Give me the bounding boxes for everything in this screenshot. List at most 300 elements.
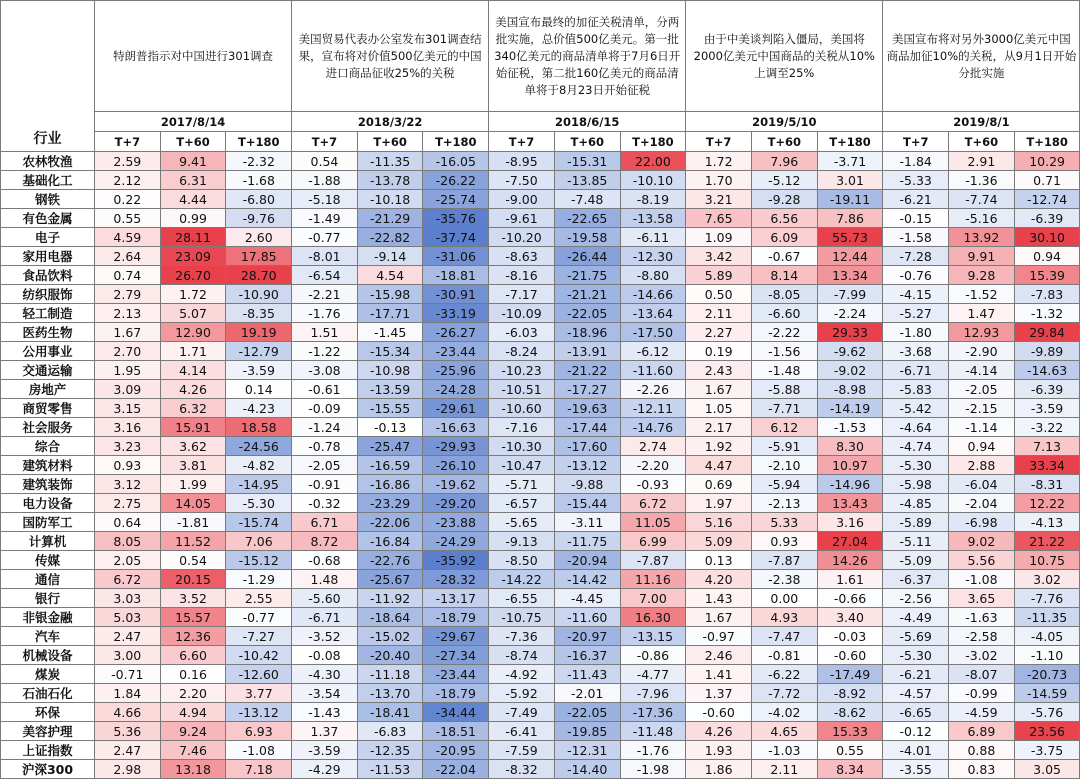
return-cell: -6.21	[883, 190, 949, 209]
return-cell: -29.67	[423, 627, 489, 646]
return-cell: -5.83	[883, 380, 949, 399]
industry-label: 商贸零售	[1, 399, 95, 418]
return-cell: -4.05	[1014, 627, 1080, 646]
return-cell: 9.28	[949, 266, 1015, 285]
return-cell: -0.61	[292, 380, 358, 399]
return-cell: -10.60	[489, 399, 555, 418]
return-cell: -1.68	[226, 171, 292, 190]
return-cell: 9.02	[949, 532, 1015, 551]
return-cell: 0.88	[949, 741, 1015, 760]
return-cell: 2.88	[949, 456, 1015, 475]
return-cell: -0.09	[292, 399, 358, 418]
return-cell: -17.36	[620, 703, 686, 722]
return-cell: 1.84	[95, 684, 161, 703]
horizon-label: T+180	[620, 132, 686, 152]
return-cell: 3.23	[95, 437, 161, 456]
event-description: 由于中美谈判陷入僵局，美国将2000亿美元中国商品的关税从10%上调至25%	[686, 1, 883, 112]
return-cell: -22.82	[357, 228, 423, 247]
table-row	[1, 190, 1080, 209]
return-cell: -5.91	[751, 437, 817, 456]
return-cell: -12.11	[620, 399, 686, 418]
return-cell: 2.47	[95, 741, 161, 760]
return-cell: 8.72	[292, 532, 358, 551]
horizon-label: T+180	[1014, 132, 1080, 152]
return-cell: 13.34	[817, 266, 883, 285]
return-cell: 5.09	[686, 532, 752, 551]
return-cell: 1.92	[686, 437, 752, 456]
horizon-label: T+180	[817, 132, 883, 152]
table-row	[1, 551, 1080, 570]
return-cell: -18.81	[423, 266, 489, 285]
return-cell: -0.66	[817, 589, 883, 608]
return-cell: -7.96	[620, 684, 686, 703]
table-row	[1, 285, 1080, 304]
return-cell: 6.56	[751, 209, 817, 228]
table-row	[1, 228, 1080, 247]
return-cell: -16.63	[423, 418, 489, 437]
return-cell: 2.17	[686, 418, 752, 437]
return-cell: -13.70	[357, 684, 423, 703]
return-cell: 4.44	[160, 190, 226, 209]
industry-label: 银行	[1, 589, 95, 608]
return-cell: -3.11	[554, 513, 620, 532]
horizon-label: T+60	[949, 132, 1015, 152]
return-cell: -0.77	[292, 228, 358, 247]
industry-label: 有色金属	[1, 209, 95, 228]
return-cell: 10.29	[1014, 152, 1080, 171]
return-cell: -1.22	[292, 342, 358, 361]
return-cell: -15.98	[357, 285, 423, 304]
return-cell: 1.70	[686, 171, 752, 190]
return-cell: -7.17	[489, 285, 555, 304]
return-cell: -3.68	[883, 342, 949, 361]
return-cell: 2.91	[949, 152, 1015, 171]
return-cell: -4.15	[883, 285, 949, 304]
return-cell: 1.41	[686, 665, 752, 684]
return-cell: 5.16	[686, 513, 752, 532]
return-cell: -8.62	[817, 703, 883, 722]
return-cell: -14.59	[1014, 684, 1080, 703]
return-cell: 5.56	[949, 551, 1015, 570]
return-cell: 6.12	[751, 418, 817, 437]
return-cell: -7.87	[751, 551, 817, 570]
return-cell: 2.46	[686, 646, 752, 665]
table-row	[1, 494, 1080, 513]
return-cell: -4.01	[883, 741, 949, 760]
return-cell: -9.14	[357, 247, 423, 266]
return-cell: 7.13	[1014, 437, 1080, 456]
return-cell: 6.31	[160, 171, 226, 190]
return-cell: 2.20	[160, 684, 226, 703]
return-cell: 5.03	[95, 608, 161, 627]
return-cell: -16.59	[357, 456, 423, 475]
return-cell: 17.85	[226, 247, 292, 266]
return-cell: -2.90	[949, 342, 1015, 361]
return-cell: 2.11	[686, 304, 752, 323]
industry-label: 国防军工	[1, 513, 95, 532]
return-cell: 13.18	[160, 760, 226, 779]
return-cell: -13.58	[620, 209, 686, 228]
event-description: 特朗普指示对中国进行301调查	[95, 1, 292, 112]
return-cell: 14.26	[817, 551, 883, 570]
return-cell: -10.47	[489, 456, 555, 475]
industry-label: 建筑材料	[1, 456, 95, 475]
return-cell: -5.09	[883, 551, 949, 570]
return-cell: -29.20	[423, 494, 489, 513]
return-cell: -19.58	[554, 228, 620, 247]
return-cell: -1.10	[1014, 646, 1080, 665]
return-cell: 6.72	[620, 494, 686, 513]
return-cell: -18.79	[423, 608, 489, 627]
return-cell: -18.51	[423, 722, 489, 741]
return-cell: 0.00	[751, 589, 817, 608]
table-row	[1, 741, 1080, 760]
return-cell: 4.93	[751, 608, 817, 627]
return-cell: 10.75	[1014, 551, 1080, 570]
return-cell: -17.49	[817, 665, 883, 684]
table-row	[1, 646, 1080, 665]
return-cell: -11.48	[620, 722, 686, 741]
return-cell: -3.59	[1014, 399, 1080, 418]
return-cell: -20.40	[357, 646, 423, 665]
return-cell: -20.73	[1014, 665, 1080, 684]
return-cell: -3.02	[949, 646, 1015, 665]
return-cell: -9.02	[817, 361, 883, 380]
event-date: 2019/8/1	[883, 112, 1080, 132]
return-cell: 1.43	[686, 589, 752, 608]
return-cell: -0.77	[226, 608, 292, 627]
return-cell: -37.74	[423, 228, 489, 247]
industry-label: 食品饮料	[1, 266, 95, 285]
return-cell: -1.43	[292, 703, 358, 722]
return-cell: -18.64	[357, 608, 423, 627]
return-cell: -4.59	[949, 703, 1015, 722]
return-cell: -10.30	[489, 437, 555, 456]
return-cell: -22.65	[554, 209, 620, 228]
return-cell: -1.45	[357, 323, 423, 342]
return-cell: 18.58	[226, 418, 292, 437]
return-cell: -2.21	[292, 285, 358, 304]
return-cell: -6.22	[751, 665, 817, 684]
return-cell: 2.59	[95, 152, 161, 171]
return-cell: -0.68	[292, 551, 358, 570]
return-cell: -21.29	[357, 209, 423, 228]
return-cell: -8.32	[489, 760, 555, 779]
return-cell: -4.23	[226, 399, 292, 418]
return-cell: 8.05	[95, 532, 161, 551]
return-cell: -1.32	[1014, 304, 1080, 323]
return-cell: -10.09	[489, 304, 555, 323]
return-cell: 1.97	[686, 494, 752, 513]
return-cell: 1.09	[686, 228, 752, 247]
return-cell: -13.78	[357, 171, 423, 190]
return-cell: -1.84	[883, 152, 949, 171]
return-cell: -21.22	[554, 361, 620, 380]
return-cell: 1.72	[160, 285, 226, 304]
return-cell: -0.32	[292, 494, 358, 513]
return-cell: -8.01	[292, 247, 358, 266]
return-cell: -7.74	[949, 190, 1015, 209]
return-cell: 1.71	[160, 342, 226, 361]
table-row	[1, 665, 1080, 684]
return-cell: -5.88	[751, 380, 817, 399]
return-cell: 6.60	[160, 646, 226, 665]
return-cell: -0.86	[620, 646, 686, 665]
return-cell: -5.27	[883, 304, 949, 323]
return-cell: 55.73	[817, 228, 883, 247]
return-cell: 0.50	[686, 285, 752, 304]
return-cell: -5.42	[883, 399, 949, 418]
industry-label: 计算机	[1, 532, 95, 551]
return-cell: -6.03	[489, 323, 555, 342]
return-cell: -18.96	[554, 323, 620, 342]
return-cell: 2.64	[95, 247, 161, 266]
return-cell: -35.92	[423, 551, 489, 570]
return-cell: -10.23	[489, 361, 555, 380]
return-cell: 26.70	[160, 266, 226, 285]
return-cell: -4.85	[883, 494, 949, 513]
industry-label: 电子	[1, 228, 95, 247]
industry-label: 非银金融	[1, 608, 95, 627]
return-cell: 0.64	[95, 513, 161, 532]
return-cell: -7.71	[751, 399, 817, 418]
return-cell: -1.49	[292, 209, 358, 228]
return-cell: -29.93	[423, 437, 489, 456]
return-cell: 1.93	[686, 741, 752, 760]
return-cell: -7.76	[1014, 589, 1080, 608]
industry-label: 上证指数	[1, 741, 95, 760]
return-cell: -1.29	[226, 570, 292, 589]
return-cell: -9.62	[817, 342, 883, 361]
return-cell: 2.98	[95, 760, 161, 779]
return-cell: -6.60	[751, 304, 817, 323]
return-cell: -2.05	[292, 456, 358, 475]
return-cell: -8.31	[1014, 475, 1080, 494]
event-date: 2017/8/14	[95, 112, 292, 132]
return-cell: 4.66	[95, 703, 161, 722]
return-cell: -6.57	[489, 494, 555, 513]
return-cell: 1.47	[949, 304, 1015, 323]
return-cell: -8.50	[489, 551, 555, 570]
return-cell: -5.33	[883, 171, 949, 190]
return-cell: 0.94	[1014, 247, 1080, 266]
return-cell: 3.65	[949, 589, 1015, 608]
return-cell: -7.49	[489, 703, 555, 722]
return-cell: -0.78	[292, 437, 358, 456]
return-cell: -10.18	[357, 190, 423, 209]
return-cell: 4.54	[357, 266, 423, 285]
event-description: 美国贸易代表办公室发布301调查结果，宣布将对价值500亿美元的中国进口商品征收25%的关税	[292, 1, 489, 112]
horizon-label: T+7	[686, 132, 752, 152]
return-cell: 1.67	[95, 323, 161, 342]
table-row	[1, 171, 1080, 190]
return-cell: -26.22	[423, 171, 489, 190]
return-cell: -25.67	[357, 570, 423, 589]
return-cell: 4.26	[686, 722, 752, 741]
industry-label: 传媒	[1, 551, 95, 570]
return-cell: -10.10	[620, 171, 686, 190]
table-row	[1, 475, 1080, 494]
horizon-label: T+60	[160, 132, 226, 152]
return-cell: -5.30	[883, 646, 949, 665]
return-cell: 6.99	[620, 532, 686, 551]
return-cell: -30.91	[423, 285, 489, 304]
return-cell: 0.93	[751, 532, 817, 551]
return-cell: 0.99	[160, 209, 226, 228]
industry-label: 石油石化	[1, 684, 95, 703]
return-cell: -12.79	[226, 342, 292, 361]
return-cell: 2.11	[751, 760, 817, 779]
return-cell: -5.89	[883, 513, 949, 532]
return-cell: -7.99	[817, 285, 883, 304]
return-cell: -8.80	[620, 266, 686, 285]
return-cell: 0.55	[95, 209, 161, 228]
return-cell: -8.05	[751, 285, 817, 304]
return-cell: 3.02	[1014, 570, 1080, 589]
return-cell: -21.75	[554, 266, 620, 285]
return-cell: 33.34	[1014, 456, 1080, 475]
return-cell: -11.60	[554, 608, 620, 627]
table-row	[1, 627, 1080, 646]
return-cell: -16.37	[554, 646, 620, 665]
return-cell: -2.13	[751, 494, 817, 513]
return-cell: 1.99	[160, 475, 226, 494]
return-cell: -1.76	[292, 304, 358, 323]
return-cell: -7.27	[226, 627, 292, 646]
return-cell: -7.48	[554, 190, 620, 209]
horizon-label: T+60	[751, 132, 817, 152]
return-cell: 2.27	[686, 323, 752, 342]
industry-label: 公用事业	[1, 342, 95, 361]
return-cell: 3.42	[686, 247, 752, 266]
return-cell: 0.71	[1014, 171, 1080, 190]
return-cell: 15.33	[817, 722, 883, 741]
table-row	[1, 570, 1080, 589]
return-cell: -11.60	[620, 361, 686, 380]
return-cell: 1.61	[817, 570, 883, 589]
return-cell: 4.14	[160, 361, 226, 380]
industry-label: 钢铁	[1, 190, 95, 209]
return-cell: -8.63	[489, 247, 555, 266]
return-cell: -15.55	[357, 399, 423, 418]
industry-label: 轻工制造	[1, 304, 95, 323]
table-row	[1, 608, 1080, 627]
industry-label: 综合	[1, 437, 95, 456]
return-cell: 3.81	[160, 456, 226, 475]
industry-label: 交通运输	[1, 361, 95, 380]
return-cell: -22.06	[357, 513, 423, 532]
return-cell: -7.50	[489, 171, 555, 190]
return-cell: -0.71	[95, 665, 161, 684]
return-cell: -16.86	[357, 475, 423, 494]
return-cell: -6.21	[883, 665, 949, 684]
return-cell: -11.35	[1014, 608, 1080, 627]
table-row	[1, 399, 1080, 418]
return-cell: -28.32	[423, 570, 489, 589]
return-cell: -4.30	[292, 665, 358, 684]
table-row	[1, 361, 1080, 380]
return-cell: 2.12	[95, 171, 161, 190]
table-row	[1, 437, 1080, 456]
event-description: 美国宣布最终的加征关税清单，分两批实施，总价值500亿美元。第一批340亿美元的商品清单将于7月6日开始征税，第二批160亿美元的商品清单将于8月23日开始征税	[489, 1, 686, 112]
return-cell: -14.66	[620, 285, 686, 304]
return-cell: 28.11	[160, 228, 226, 247]
return-cell: -10.20	[489, 228, 555, 247]
return-cell: -6.12	[620, 342, 686, 361]
return-cell: 0.55	[817, 741, 883, 760]
return-cell: -7.47	[751, 627, 817, 646]
return-cell: 2.74	[620, 437, 686, 456]
horizon-row	[1, 132, 1080, 152]
return-cell: 7.86	[817, 209, 883, 228]
return-cell: 7.06	[226, 532, 292, 551]
event-date-row	[1, 112, 1080, 132]
return-cell: 0.54	[292, 152, 358, 171]
return-cell: -11.35	[357, 152, 423, 171]
return-cell: 6.89	[949, 722, 1015, 741]
return-cell: -5.65	[489, 513, 555, 532]
return-cell: -6.80	[226, 190, 292, 209]
return-cell: -13.12	[226, 703, 292, 722]
return-cell: 1.67	[686, 380, 752, 399]
return-cell: -26.44	[554, 247, 620, 266]
return-cell: 19.19	[226, 323, 292, 342]
return-cell: -10.98	[357, 361, 423, 380]
return-cell: 1.86	[686, 760, 752, 779]
return-cell: 3.12	[95, 475, 161, 494]
return-cell: -14.95	[226, 475, 292, 494]
return-cell: 15.91	[160, 418, 226, 437]
return-cell: -35.76	[423, 209, 489, 228]
return-cell: 23.56	[1014, 722, 1080, 741]
table-row	[1, 209, 1080, 228]
return-cell: 0.69	[686, 475, 752, 494]
return-cell: -4.29	[292, 760, 358, 779]
return-cell: 12.36	[160, 627, 226, 646]
table-row	[1, 418, 1080, 437]
return-cell: -8.74	[489, 646, 555, 665]
return-cell: 28.70	[226, 266, 292, 285]
return-cell: -4.14	[949, 361, 1015, 380]
horizon-label: T+180	[226, 132, 292, 152]
return-cell: -8.07	[949, 665, 1015, 684]
return-cell: -9.13	[489, 532, 555, 551]
return-cell: 4.47	[686, 456, 752, 475]
return-cell: 30.10	[1014, 228, 1080, 247]
return-cell: 7.65	[686, 209, 752, 228]
return-cell: -10.75	[489, 608, 555, 627]
table-row	[1, 304, 1080, 323]
return-cell: -23.29	[357, 494, 423, 513]
return-cell: 12.90	[160, 323, 226, 342]
return-cell: 3.16	[817, 513, 883, 532]
return-cell: -6.98	[949, 513, 1015, 532]
event-description-row	[1, 1, 1080, 112]
return-cell: -13.17	[423, 589, 489, 608]
return-cell: 0.22	[95, 190, 161, 209]
return-cell: 12.44	[817, 247, 883, 266]
return-cell: 3.03	[95, 589, 161, 608]
return-cell: 3.01	[817, 171, 883, 190]
return-cell: -6.55	[489, 589, 555, 608]
return-cell: -8.92	[817, 684, 883, 703]
return-cell: -15.12	[226, 551, 292, 570]
return-cell: -5.18	[292, 190, 358, 209]
return-cell: -7.16	[489, 418, 555, 437]
return-cell: 3.62	[160, 437, 226, 456]
return-cell: 3.77	[226, 684, 292, 703]
return-cell: -31.06	[423, 247, 489, 266]
